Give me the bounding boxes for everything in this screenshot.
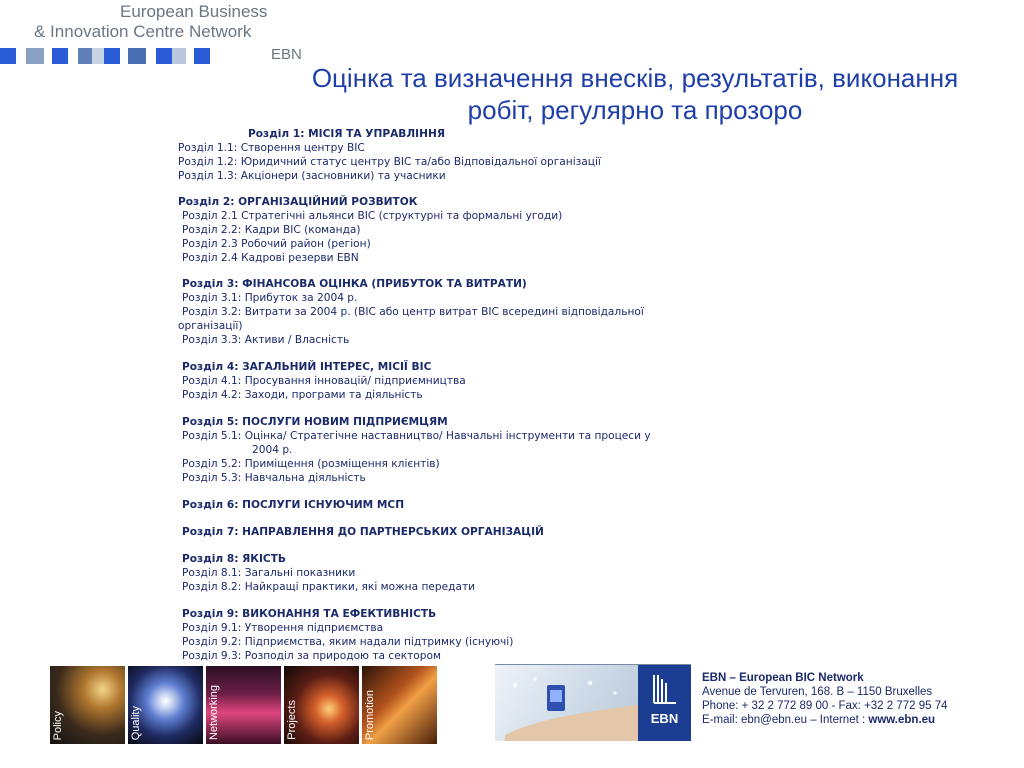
section-item: Розділ 9.3: Розподіл за природою та сектором xyxy=(182,650,441,662)
ebn-hands-photo xyxy=(495,665,638,741)
title-line-1: Оцінка та визначення внесків, результатів, виконання xyxy=(311,63,959,93)
brand-line-2: & Innovation Centre Network xyxy=(34,22,252,41)
section-item: Розділ 1.3: Акціонери (засновники) та учасники xyxy=(178,170,446,182)
section-item: Розділ 4.2: Заходи, програми та діяльність xyxy=(182,389,423,401)
stripe-block xyxy=(146,48,156,64)
section-heading: Розділ 1: МІСІЯ ТА УПРАВЛІННЯ xyxy=(248,128,445,140)
contact-email-line xyxy=(702,713,948,727)
photo-promotion xyxy=(362,666,437,744)
section-item-continuation: організації) xyxy=(178,320,243,332)
ebn-logo-icon xyxy=(638,665,691,741)
theme-photo-strip xyxy=(50,666,437,746)
section-item: Розділ 8.1: Загальні показники xyxy=(182,567,356,579)
stripe-block xyxy=(16,48,26,64)
photo-label-quality: Quality xyxy=(130,705,142,740)
stripe-block xyxy=(92,48,104,64)
section-item: Розділ 1.2: Юридичний статус центру BIC та/або Відповідальної організації xyxy=(178,156,601,168)
stripe-block xyxy=(0,48,16,64)
photo-label-networking: Networking xyxy=(208,684,220,740)
stripe-block xyxy=(26,48,44,64)
photo-label-projects: Projects xyxy=(286,700,298,740)
section-heading: Розділ 8: ЯКІСТЬ xyxy=(182,553,286,565)
section-item: Розділ 2.2: Кадри BIC (команда) xyxy=(182,224,361,236)
section-item: Розділ 2.4 Кадрові резерви EBN xyxy=(182,252,359,264)
section-heading: Розділ 6: ПОСЛУГИ ІСНУЮЧИМ МСП xyxy=(182,499,405,511)
brand-ebn: EBN xyxy=(271,46,302,63)
title-line-2: робіт, регулярно та прозоро xyxy=(467,95,803,125)
stripe-block xyxy=(120,48,128,64)
photo-projects xyxy=(284,666,359,744)
section-heading: Розділ 7: НАПРАВЛЕННЯ ДО ПАРТНЕРСЬКИХ ОРГАНІЗАЦІЙ xyxy=(182,526,544,538)
stripe-block xyxy=(156,48,172,64)
website-link[interactable]: www.ebn.eu xyxy=(868,714,936,726)
brand-stripe xyxy=(0,48,268,64)
stripe-block xyxy=(78,48,92,64)
contact-address: Avenue de Tervuren, 168. B – 1150 Bruxelles xyxy=(702,686,933,698)
hand-illustration xyxy=(495,665,638,741)
section-item: Розділ 9.2: Підприємства, яким надали підтримку (існуючі) xyxy=(182,636,514,648)
section-item-continuation: 2004 р. xyxy=(252,444,293,456)
contact-name: EBN – European BIC Network xyxy=(702,672,864,684)
brand-line-1: European Business xyxy=(120,2,268,21)
section-heading: Розділ 9: ВИКОНАННЯ ТА ЕФЕКТИВНІСТЬ xyxy=(182,608,437,620)
photo-quality xyxy=(128,666,203,744)
stripe-block xyxy=(68,48,78,64)
section-item: Розділ 5.3: Навчальна діяльність xyxy=(182,472,366,484)
section-heading: Розділ 4: ЗАГАЛЬНИЙ ІНТЕРЕС, МІСІЇ BIC xyxy=(182,361,432,373)
stripe-block xyxy=(128,48,146,64)
section-item: Розділ 9.1: Утворення підприємства xyxy=(182,622,384,634)
photo-label-policy: Policy xyxy=(52,710,64,740)
section-heading: Розділ 5: ПОСЛУГИ НОВИМ ПІДПРИЄМЦЯМ xyxy=(182,416,448,428)
ebn-logo-text: EBN xyxy=(650,711,679,726)
contact-email: E-mail: ebn@ebn.eu – Internet : xyxy=(702,714,869,726)
ebn-brand-header xyxy=(0,0,310,70)
section-item: Розділ 4.1: Просування інновацій/ підприємництва xyxy=(182,375,466,387)
section-heading: Розділ 3: ФІНАНСОВА ОЦІНКА (ПРИБУТОК ТА ВИТРАТИ) xyxy=(182,278,527,290)
section-item: Розділ 3.2: Витрати за 2004 р. (BIC або центр витрат BIC всередині відповідальної xyxy=(182,306,644,318)
contact-block xyxy=(702,671,948,727)
section-item: Розділ 5.1: Оцінка/ Стратегічне наставництво/ Навчальні інструменти та процеси у xyxy=(182,430,651,442)
section-item: Розділ 3.1: Прибуток за 2004 р. xyxy=(182,292,358,304)
stripe-block xyxy=(44,48,52,64)
photo-label-promotion: Promotion xyxy=(364,689,376,740)
section-item: Розділ 8.2: Найкращі практики, які можна передати xyxy=(182,581,475,593)
stripe-block xyxy=(172,48,186,64)
photo-networking xyxy=(206,666,281,744)
section-item: Розділ 2.3 Робочий район (регіон) xyxy=(182,238,371,250)
section-item: Розділ 1.1: Створення центру BIC xyxy=(178,142,365,154)
section-item: Розділ 2.1 Стратегічні альянси BIC (структурні та формальні угоди) xyxy=(182,210,563,222)
photo-policy xyxy=(50,666,125,744)
stripe-block xyxy=(52,48,68,64)
ebn-logo xyxy=(638,665,691,741)
stripe-block xyxy=(194,48,210,64)
section-item: Розділ 3.3: Активи / Власність xyxy=(182,334,350,346)
section-heading: Розділ 2: ОРГАНІЗАЦІЙНИЙ РОЗВИТОК xyxy=(178,196,418,208)
section-item: Розділ 5.2: Приміщення (розміщення клієнтів) xyxy=(182,458,440,470)
stripe-block xyxy=(186,48,194,64)
page-title xyxy=(255,62,1015,126)
contact-phone: Phone: + 32 2 772 89 00 - Fax: +32 2 772 95 74 xyxy=(702,700,948,712)
stripe-block xyxy=(104,48,120,64)
